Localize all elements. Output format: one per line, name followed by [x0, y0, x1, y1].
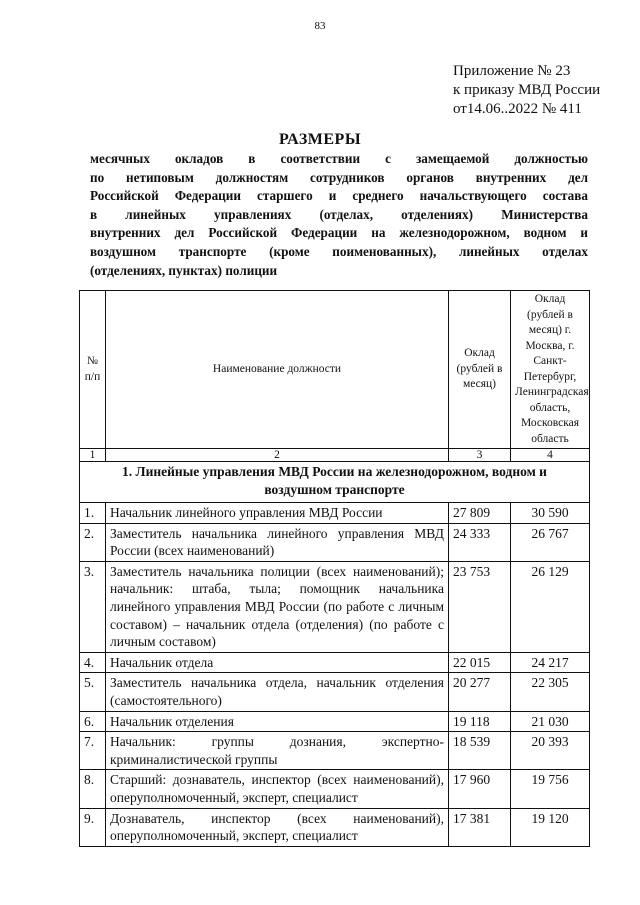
- row-salary: 22 015: [449, 652, 511, 673]
- page-number: 83: [314, 20, 326, 32]
- table-header-row: [80, 291, 590, 449]
- table-row: [80, 503, 590, 524]
- row-salary: 17 381: [449, 808, 511, 846]
- document-subtitle: [90, 150, 588, 280]
- row-salary-moscow-spb: 21 030: [511, 711, 590, 732]
- header-salary: Оклад (рублей в месяц): [449, 291, 511, 449]
- row-position: Заместитель начальника линейного управления МВД России (всех наименований): [106, 523, 449, 561]
- subtitle-line: Российской Федерации старшего и среднего начальствующего состава: [90, 188, 588, 204]
- table-row: [80, 732, 590, 770]
- row-salary-moscow-spb: 20 393: [511, 732, 590, 770]
- row-salary: 18 539: [449, 732, 511, 770]
- row-salary-moscow-spb: 30 590: [511, 503, 590, 524]
- table-row: [80, 673, 590, 711]
- row-salary: 19 118: [449, 711, 511, 732]
- subtitle-line: внутренних дел Российской Федерации на железнодорожном, водном и: [90, 225, 588, 241]
- row-salary-moscow-spb: 19 120: [511, 808, 590, 846]
- row-position: Старший: дознаватель, инспектор (всех наименований), оперуполномоченный, эксперт, специалист: [106, 770, 449, 808]
- row-position: Начальник: группы дознания, экспертно-криминалистической группы: [106, 732, 449, 770]
- row-num: 1.: [80, 503, 106, 524]
- row-salary: 24 333: [449, 523, 511, 561]
- subtitle-line: по нетиповым должностям сотрудников органов внутренних дел: [90, 169, 588, 185]
- row-num: 5.: [80, 673, 106, 711]
- subtitle-line: месячных окладов в соответствии с замещаемой должностью: [90, 151, 588, 166]
- table-row: [80, 523, 590, 561]
- row-position: Заместитель начальника полиции (всех наименований); начальник: штаба, тыла; помощник начальника линейного управления МВД России (по работе с личным составом) – начальник отдела (отделения) (по работе с личным составом): [106, 561, 449, 652]
- row-salary: 17 960: [449, 770, 511, 808]
- column-index: 1: [80, 449, 106, 462]
- row-salary-moscow-spb: 24 217: [511, 652, 590, 673]
- row-salary: 27 809: [449, 503, 511, 524]
- row-salary-moscow-spb: 22 305: [511, 673, 590, 711]
- appendix-block: [453, 62, 600, 119]
- row-position: Начальник отделения: [106, 711, 449, 732]
- row-num: 8.: [80, 770, 106, 808]
- row-position: Начальник отдела: [106, 652, 449, 673]
- row-position: Заместитель начальника отдела, начальник отделения (самостоятельного): [106, 673, 449, 711]
- table-row: [80, 770, 590, 808]
- table-row: [80, 652, 590, 673]
- column-index: 4: [511, 449, 590, 462]
- table-row: [80, 561, 590, 652]
- row-num: 3.: [80, 561, 106, 652]
- subtitle-line: (отделениях, пунктах) полиции: [90, 262, 278, 278]
- column-index: 3: [449, 449, 511, 462]
- row-salary-moscow-spb: 26 767: [511, 523, 590, 561]
- column-index: 2: [106, 449, 449, 462]
- table-row: [80, 711, 590, 732]
- row-salary-moscow-spb: 19 756: [511, 770, 590, 808]
- section-heading: 1. Линейные управления МВД России на железнодорожном, водном и воздушном транспорте: [80, 462, 590, 503]
- row-num: 7.: [80, 732, 106, 770]
- header-num: № п/п: [80, 291, 106, 449]
- row-position: Дознаватель, инспектор (всех наименований), оперуполномоченный, эксперт, специалист: [106, 808, 449, 846]
- appendix-line-2: к приказу МВД России: [453, 82, 601, 98]
- table-row: [80, 808, 590, 846]
- column-index-row: [80, 449, 590, 462]
- header-position-name: Наименование должности: [106, 291, 449, 449]
- row-position: Начальник линейного управления МВД России: [106, 503, 449, 524]
- row-num: 6.: [80, 711, 106, 732]
- row-num: 4.: [80, 652, 106, 673]
- subtitle-line: в линейных управлениях (отделах, отделениях) Министерства: [90, 206, 588, 222]
- appendix-line-3: от14.06..2022 № 411: [453, 101, 582, 117]
- salary-table: [79, 290, 590, 847]
- subtitle-line: воздушном транспорте (кроме поименованных), линейных отделах: [90, 243, 588, 259]
- row-num: 9.: [80, 808, 106, 846]
- header-salary-moscow-spb: Оклад (рублей в месяц) г. Москва, г. Санкт-Петербург, Ленинградская область, Московская область: [511, 291, 590, 449]
- row-salary-moscow-spb: 26 129: [511, 561, 590, 652]
- row-salary: 23 753: [449, 561, 511, 652]
- row-salary: 20 277: [449, 673, 511, 711]
- row-num: 2.: [80, 523, 106, 561]
- section-row: [80, 462, 590, 503]
- appendix-line-1: Приложение № 23: [453, 63, 571, 79]
- document-title: РАЗМЕРЫ: [278, 131, 362, 148]
